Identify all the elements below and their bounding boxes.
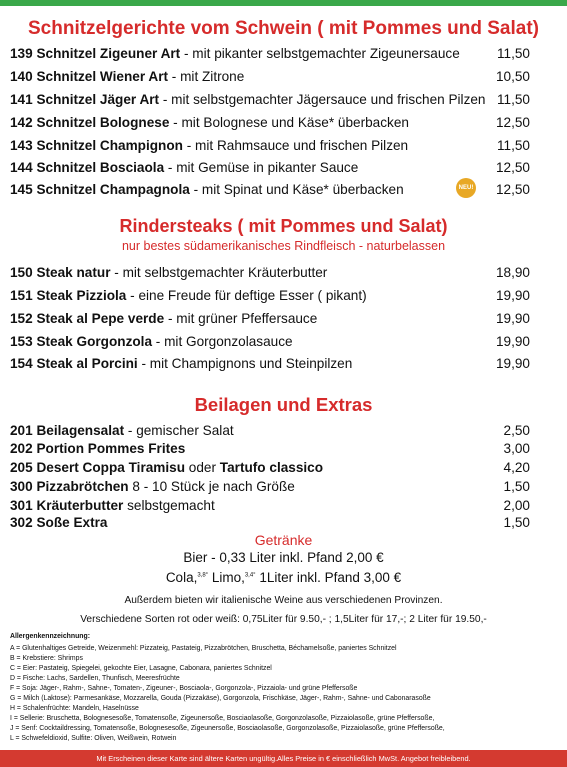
allergen-line: J = Senf: Cocktaildressing, Tomatensoße, Bolognesesoße, Zigeunersoße, Bosciaolasoße, Gorgonzolasoße, Pizzaiolasoße, grüne Pfeffersoße, <box>10 725 445 732</box>
allergen-line: H = Schalenfrüchte: Mandeln, Haselnüsse <box>10 705 139 712</box>
menu-item: 140 Schnitzel Wiener Art - mit Zitrone 10,50 <box>10 69 530 84</box>
menu-item: 151 Steak Pizziola - eine Freude für deftige Esser ( pikant) 19,90 <box>10 288 530 303</box>
allergen-line: I = Sellerie: Bruschetta, Bolognesesoße, Tomatensoße, Zigeunersoße, Bosciaolasoße, Gorgonzolasoße, Pizzaiolasoße, grüne Pfeffersoße, <box>10 715 435 722</box>
menu-item: 302 Soße Extra 1,50 <box>10 515 530 530</box>
allergen-line: F = Soja: Jäger-, Rahm-, Sahne-, Tomaten-, Zigeuner-, Bosciaola-, Gorgonzola-, Pizzaiola- und grüne Pfeffersoße <box>10 685 358 692</box>
allergen-title: Allergenkennzeichnung: <box>10 633 91 640</box>
menu-item: 202 Portion Pommes Frites 3,00 <box>10 441 530 456</box>
menu-item: 301 Kräuterbutter selbstgemacht 2,00 <box>10 498 530 513</box>
menu-item: 201 Beilagensalat - gemischer Salat 2,50 <box>10 423 530 438</box>
section-title-beilagen: Beilagen und Extras <box>194 394 373 415</box>
allergen-line: A = Glutenhaltiges Getreide, Weizenmehl: Pizzateig, Pastateig, Pizzabrötchen, Bruschetta, Béchamelsoße, paniertes Schnitzel <box>10 645 397 652</box>
menu-item: 300 Pizzabrötchen 8 - 10 Stück je nach Größe 1,50 <box>10 479 530 494</box>
menu-item: 205 Desert Coppa Tiramisu oder Tartufo classico 4,20 <box>10 460 530 475</box>
section-title-schnitzel: Schnitzelgerichte vom Schwein ( mit Pommes und Salat) <box>28 18 539 39</box>
menu-item: 153 Steak Gorgonzola - mit Gorgonzolasauce 19,90 <box>10 334 530 349</box>
drinks-bier: Bier - 0,33 Liter inkl. Pfand 2,00 € <box>183 550 384 565</box>
drinks-cola: Cola,$^{3,8^\circ}$ Limo,$^{3,4^\circ}$ 1Liter inkl. Pfand 3,00 € <box>165 570 402 585</box>
allergen-line: B = Krebstiere: Shrimps <box>10 655 83 662</box>
footer-notice: Mit Erscheinen dieser Karte sind ältere Karten ungültig.Alles Preise in € einschließlich MwSt. Angebot freibleibend. <box>0 750 567 767</box>
allergen-line: G = Milch (Laktose): Parmesankäse, Mozzarella, Gouda (Pizzakäse), Gorgonzola, Frischkäse, Jäger-, Rahm-, Sahne- und Cabonarasoße <box>10 695 431 702</box>
allergen-line: L = Schwefeldioxid, Sulfite: Oliven, Weißwein, Rotwein <box>10 735 177 742</box>
menu-item: 143 Schnitzel Champignon - mit Rahmsauce und frischen Pilzen 11,50 <box>10 138 530 153</box>
menu-item: 150 Steak natur - mit selbstgemachter Kräuterbutter 18,90 <box>10 265 530 280</box>
menu-item: 154 Steak al Porcini - mit Champignons und Steinpilzen 19,90 <box>10 356 530 371</box>
menu-item: 144 Schnitzel Bosciaola - mit Gemüse in pikanter Sauce 12,50 <box>10 160 530 175</box>
menu-item: 145 Schnitzel Champagnola - mit Spinat und Käse* überbacken 12,50 <box>10 182 530 197</box>
allergen-line: C = Eier: Pastateig, Spiegelei, gekochte Eier, Lasagne, Cabonara, paniertes Schnitzel <box>10 665 272 672</box>
section-subtitle: nur bestes südamerikanisches Rindfleisch - naturbelassen <box>121 239 446 253</box>
top-green-bar <box>0 0 567 6</box>
wine-info: Außerdem bieten wir italienische Weine aus verschiedenen Provinzen. <box>124 595 443 606</box>
menu-item: 139 Schnitzel Zigeuner Art - mit pikanter selbstgemachter Zigeunersauce 11,50 <box>10 46 530 61</box>
section-title-rindersteaks: Rindersteaks ( mit Pommes und Salat) <box>119 216 448 236</box>
menu-item: 152 Steak al Pepe verde - mit grüner Pfeffersauce 19,90 <box>10 311 530 326</box>
menu-item: 142 Schnitzel Bolognese - mit Bolognese und Käse* überbacken 12,50 <box>10 115 530 130</box>
drinks-title: Getränke <box>254 532 313 548</box>
new-badge: NEU! <box>456 178 476 198</box>
menu-item: 141 Schnitzel Jäger Art - mit selbstgemachter Jägersauce und frischen Pilzen 11,50 <box>10 92 530 107</box>
wine-prices: Verschiedene Sorten rot oder weiß: 0,75Liter für 9.50,- ; 1,5Liter für 17,-; 2 Liter für 19.50,- <box>80 614 487 625</box>
allergen-line: D = Fische: Lachs, Sardellen, Thunfisch, Meeresfrüchte <box>10 675 180 682</box>
